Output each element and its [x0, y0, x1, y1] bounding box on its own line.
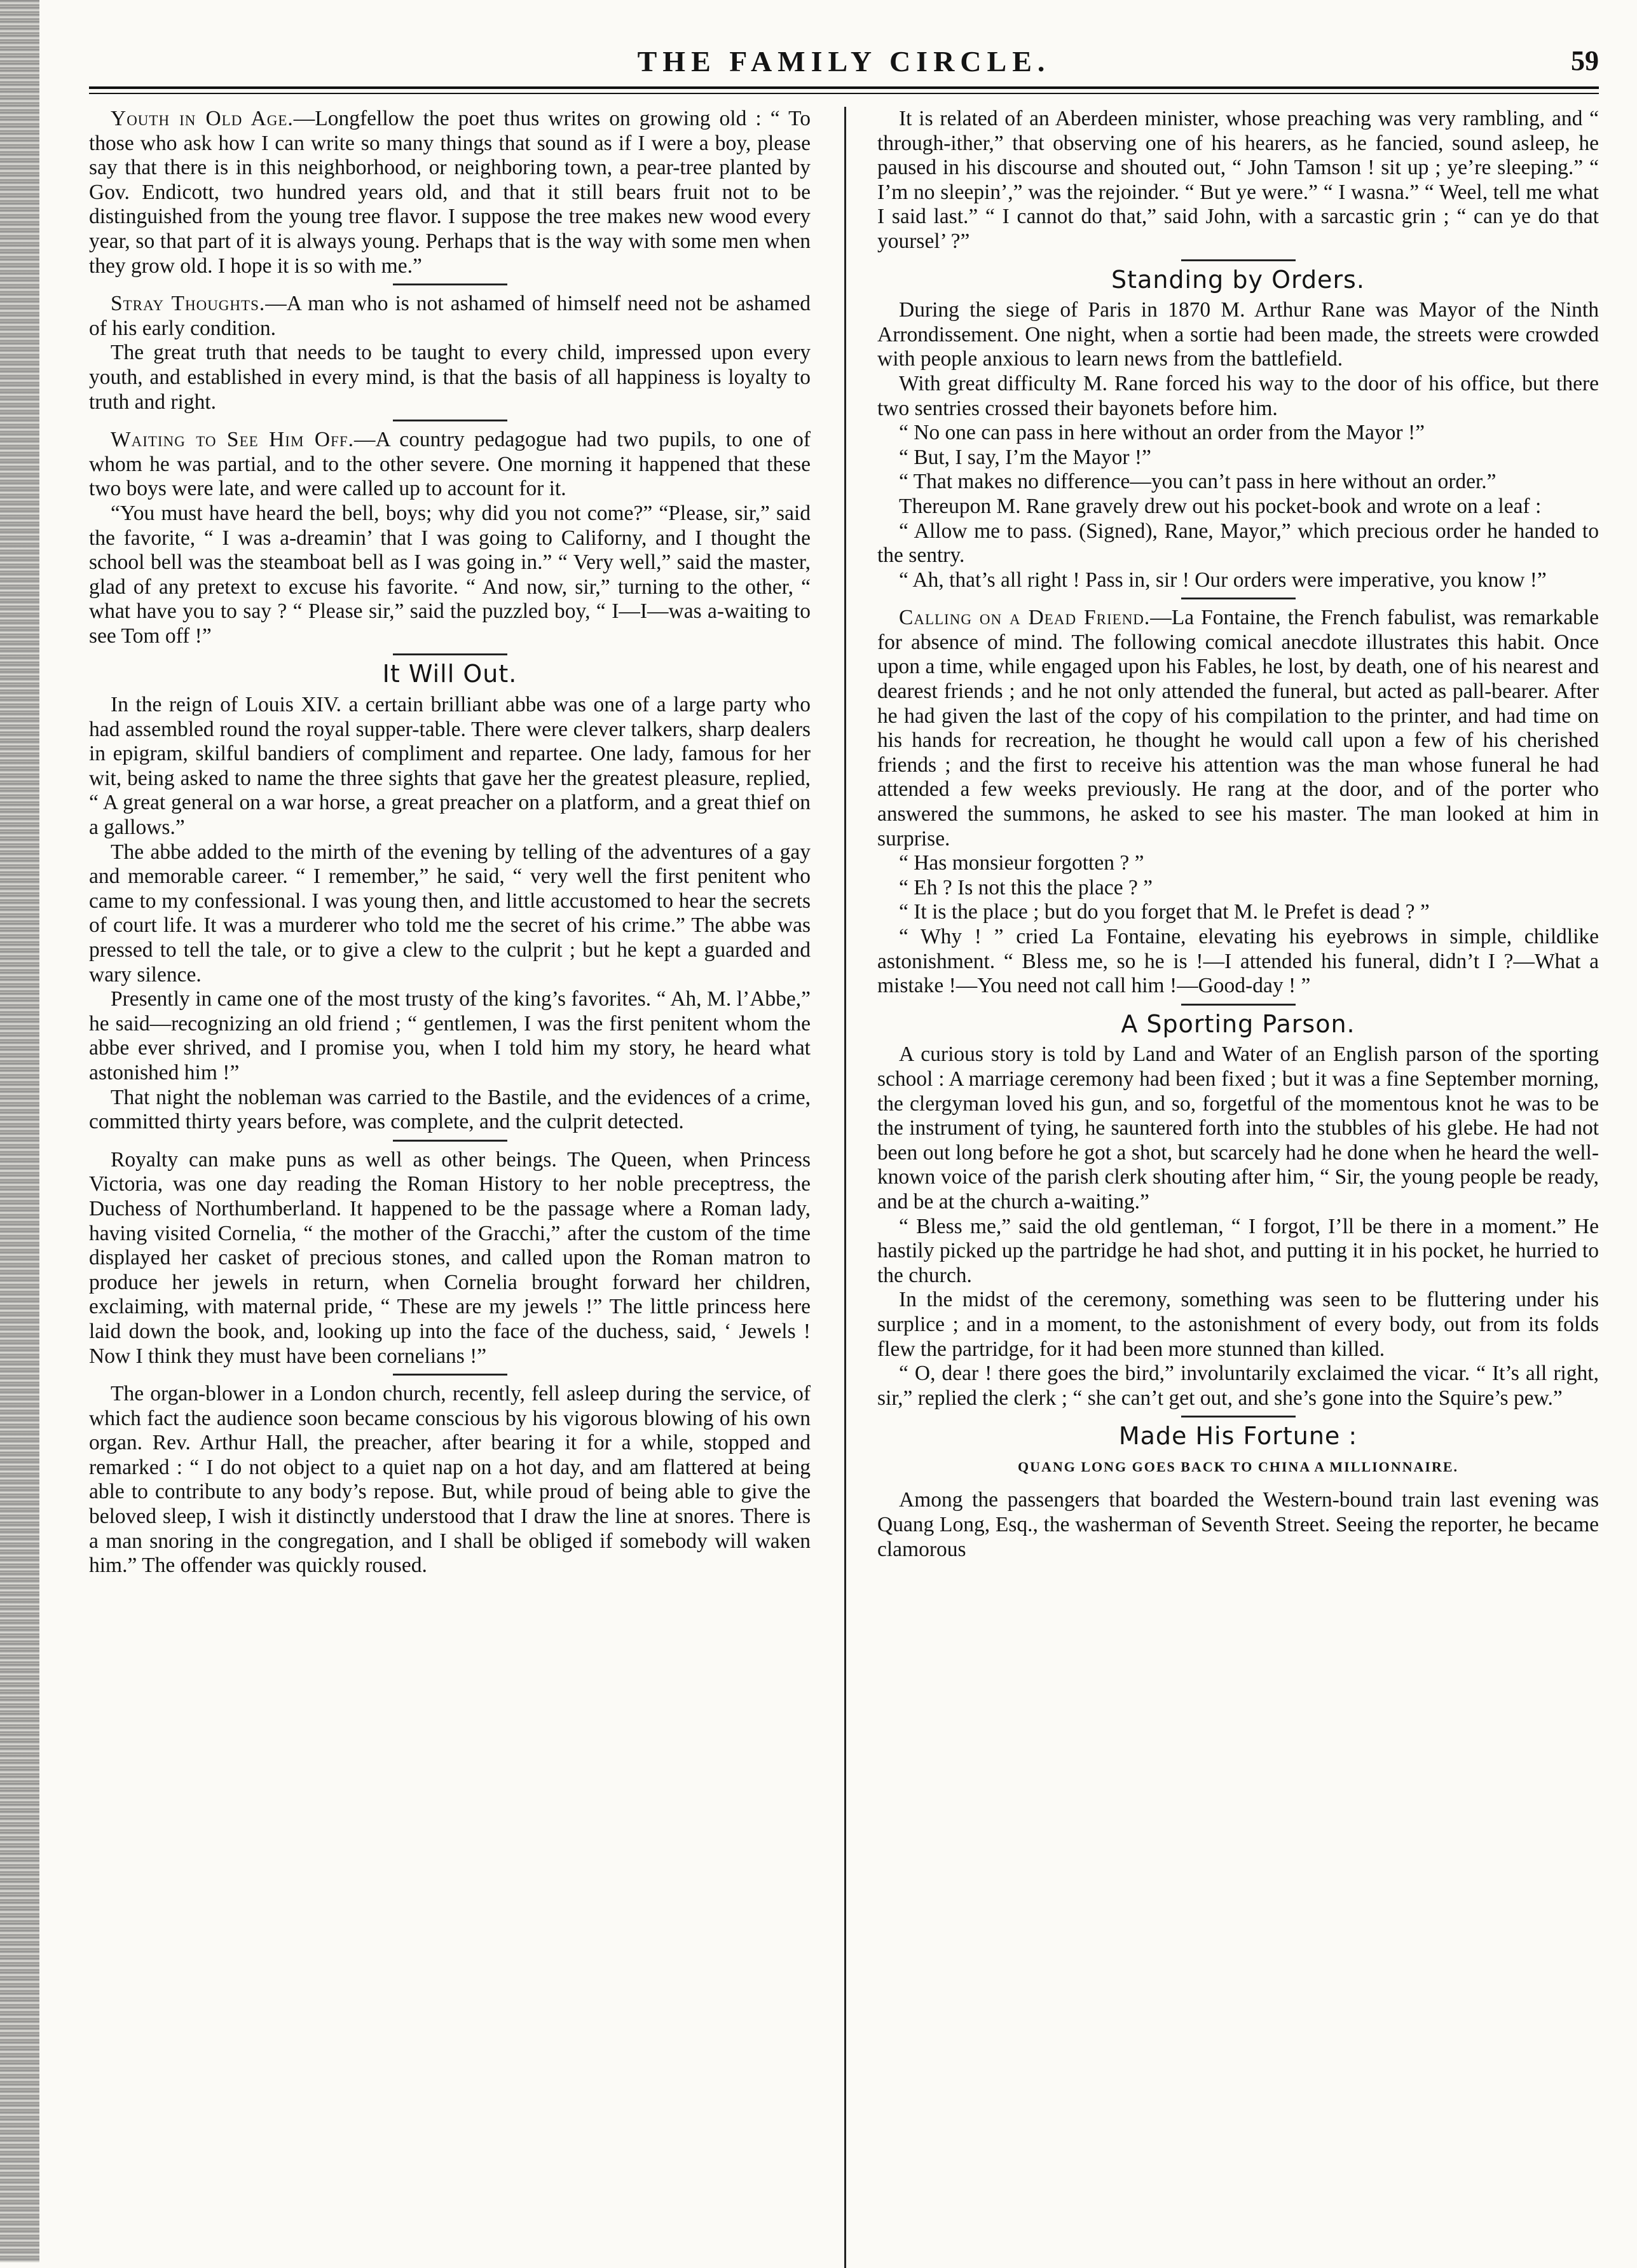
header-rule-thin — [89, 93, 1599, 94]
article-lead: Stray Thoughts. — [111, 292, 266, 316]
article-stray-thoughts — [89, 292, 811, 414]
page-header — [89, 38, 1599, 89]
paragraph: The great truth that needs to be taught to every child, impressed upon every youth, and established in every mind, is that the basis of all happiness is loyalty to truth and right. — [89, 341, 811, 414]
paragraph: “ Why ! ” cried La Fontaine, elevating his eyebrows in simple, childlike astonishment. “ Bless me, so he is !—I attended his funeral, didn’t I ?—What a mistake !—You need not call him !—Good-day ! ” — [877, 925, 1599, 998]
paragraph — [89, 107, 811, 278]
paragraph: The abbe added to the mirth of the evening by telling of the adventures of a gay and memorable career. “ I remember,” he said, “ very well the first penitent who came to my confessional. I was young then, and little accustomed to hear the secrets of court life. It was a murderer who told me the secret of his crime.” The abbe was pressed to tell the tale, or to give a clew to the culprit ; but he kept a guarded and wary silence. — [89, 840, 811, 987]
paragraph: Presently in came one of the most trusty of the king’s favorites. “ Ah, M. l’Abbe,” he said—recognizing an old friend ; “ gentlemen, I was the first penitent whom the abbe ever shrived, and I promise you, when I told him my story, he heard what astonished him !” — [89, 987, 811, 1084]
paragraph — [89, 292, 811, 341]
paragraph: “You must have heard the bell, boys; why did you not come?” “Please, sir,” said the favorite, “ I was a-dreamin’ that I was going to Californy, and I thought the school bell was the steamboat bell as I was going in.” “ Very well,” said the master, glad of any pretext to excuse his favorite. “ And now, sir,” turning to the other, “ what have you to say ? “ Please sir,” said the puzzled boy, “ I—I—was a-waiting to see Tom off !” — [89, 501, 811, 648]
paragraph: The organ-blower in a London church, recently, fell asleep during the service, of which fact the audience soon became conscious by his vigorous blowing of his own organ. Rev. Arthur Hall, the preacher, after bearing it for a while, stopped and remarked : “ I do not object to a quiet nap on a hot day, and am flattered at being able to contribute to any body’s repose. But, while proud of being able to give the beloved sleep, I wish it distinctly understood that I draw the line at snores. There is a man snoring in the congregation, and I shall be obliged if somebody will waken him.” The offender was quickly roused. — [89, 1382, 811, 1578]
article-heading: It Will Out. — [382, 660, 517, 688]
paragraph — [877, 606, 1599, 851]
paragraph: “ Eh ? Is not this the place ? ” — [899, 875, 1153, 899]
article-subheading: QUANG LONG GOES BACK TO CHINA A MILLIONNAIRE. — [1017, 1458, 1459, 1475]
article-a-sporting-parson — [877, 1009, 1599, 1411]
paragraph: “ Allow me to pass. (Signed), Rane, Mayor,” which precious order he handed to the sentry. — [877, 519, 1599, 568]
header-rule — [89, 86, 1599, 89]
paragraph: In the reign of Louis XIV. a certain brilliant abbe was one of a large party who had assembled round the royal supper-table. There were clever talkers, sharp dealers in epigram, skilful bandiers of compliment and repartee. One lady, famous for her wit, being asked to name the three sights that gave her the greatest pleasure, replied, “ A great general on a war horse, a great preacher on a platform, and a great thief on a gallows.” — [89, 693, 811, 840]
right-column — [877, 107, 1599, 1566]
running-head: THE FAMILY CIRCLE. — [637, 45, 1051, 78]
paragraph: During the siege of Paris in 1870 M. Arthur Rane was Mayor of the Ninth Arrondissement. One night, when a sortie had been made, the streets were crowded with people anxious to learn news from the battlefield. — [877, 298, 1599, 371]
paragraph: “ No one can pass in here without an order from the Mayor !” — [899, 421, 1425, 445]
paragraph: With great difficulty M. Rane forced his way to the door of his office, but there two sentries crossed their bayonets before him. — [877, 371, 1599, 420]
section-rule — [393, 653, 507, 655]
article-aberdeen-minister — [877, 107, 1599, 254]
paragraph: Royalty can make puns as well as other beings. The Queen, when Princess Victoria, was one day reading the Roman History to her noble preceptress, the Duchess of Northumberland. It happened to be the passage where a Roman lady, having visited Cornelia, “ the mother of the Gracchi,” after the custom of the time displayed her casket of precious stones, and called upon the Roman matron to produce her jewels in return, when Cornelia brought forward her children, exclaiming, with maternal pride, “ These are my jewels !” The little princess here laid down the book, and, looking up into the face of the duchess, said, ‘ Jewels ! Now I think they must have been cornelians !” — [89, 1147, 811, 1368]
paragraph: “ Bless me,” said the old gentleman, “ I forgot, I’ll be there in a moment.” He hastily picked up the partridge he had shot, and putting it in his pocket, he hurried to the church. — [877, 1214, 1599, 1287]
section-rule — [1181, 1004, 1296, 1006]
article-lead: Youth in Old Age. — [111, 107, 294, 130]
paragraph: “ O, dear ! there goes the bird,” involuntarily exclaimed the vicar. “ It’s all right, sir,” replied the clerk ; “ she can’t get out, and she’s gone into the Squire’s pew.” — [877, 1362, 1599, 1410]
left-column — [89, 107, 811, 1582]
article-heading: Made His Fortune : — [1118, 1422, 1358, 1451]
section-rule — [393, 284, 507, 285]
article-lead: Calling on a Dead Friend. — [899, 606, 1151, 630]
page — [89, 38, 1599, 2250]
page-number: 59 — [1571, 45, 1599, 76]
article-youth-in-old-age — [89, 107, 811, 278]
paragraph — [89, 428, 811, 502]
paragraph: That night the nobleman was carried to the Bastile, and the evidences of a crime, committed thirty years before, was complete, and the culprit detected. — [89, 1085, 811, 1134]
section-rule — [1181, 259, 1296, 261]
section-rule — [1181, 598, 1296, 599]
binding-edge — [0, 0, 39, 2262]
paragraph: “ Ah, that’s all right ! Pass in, sir ! Our orders were imperative, you know !” — [899, 568, 1547, 592]
article-royalty-puns — [89, 1148, 811, 1369]
article-waiting-to-see-him-off — [89, 428, 811, 648]
paragraph: “ But, I say, I’m the Mayor !” — [899, 445, 1151, 469]
paragraph: “ Has monsieur forgotten ? ” — [899, 851, 1144, 875]
column-divider — [844, 107, 846, 2268]
paragraph: “ It is the place ; but do you forget that M. le Prefet is dead ? ” — [899, 900, 1430, 924]
paragraph: A curious story is told by Land and Water of an English parson of the sporting school : A marriage ceremony had been fixed ; but it was a fine September morning, the clergyman loved his gun, and so, forgetful of the momentous knot he was to be the instrument of tying, he sauntered forth into the stubbles of his glebe. He had not been out long before he got a shot, but scarcely had he done when he heard the well-known voice of the parish clerk shouting after him, “ Sir, the young people be ready, and be at the church a-waiting.” — [877, 1042, 1599, 1213]
article-text: —Longfellow the poet thus writes on growing old : “ To those who ask how I can write so many things that sound as if I were a boy, please say that there is in this neighborhood, or neighboring town, a pear-tree planted by Gov. Endicott, two hundred years old, and that it still bears fruit not to be distinguished from the young tree flavor. I suppose the tree makes new wood every year, so that part of it is always young. Perhaps that is the way with some men when they grow old. I hope it is so with me.” — [89, 107, 811, 278]
columns — [89, 107, 1599, 2250]
article-text: —A country pedagogue had two pupils, to one of whom he was partial, and to the other severe. One morning it happened that these two boys were late, and were called up to account for it. — [89, 428, 811, 501]
section-rule — [393, 420, 507, 421]
article-made-his-fortune — [877, 1424, 1599, 1562]
paragraph: “ That makes no difference—you can’t pass in here without an order.” — [899, 470, 1497, 494]
article-text: —La Fontaine, the French fabulist, was remarkable for absence of mind. The following comical anecdote illustrates this habit. Once upon a time, while engaged upon his Fables, he lost, by death, one of his nearest and dearest friends ; and he not only attended the funeral, but acted as pall-bearer. After he had given the last of the copy of his compilation to the printer, and had time on his hands for recreation, he thought he would call upon a few of his cherished friends ; and the first to receive his attention was the man whose funeral he had attended a few weeks previously. He rang at the door, and of the porter who answered the summons, he asked to see his master. The man looked at him in surprise. — [877, 606, 1599, 850]
article-organ-blower — [89, 1382, 811, 1578]
article-calling-on-a-dead-friend — [877, 606, 1599, 999]
section-rule — [393, 1374, 507, 1376]
paragraph: In the midst of the ceremony, something was seen to be fluttering under his surplice ; and in a moment, to the astonishment of every body, out from its folds flew the partridge, for it had been more stunned than killed. — [877, 1288, 1599, 1361]
article-standing-by-orders — [877, 265, 1599, 593]
section-rule — [393, 1140, 507, 1142]
article-text: —A man who is not ashamed of himself need not be ashamed of his early condition. — [89, 292, 811, 340]
article-lead: Waiting to See Him Off. — [111, 428, 354, 452]
article-it-will-out — [89, 662, 811, 1134]
article-heading: Standing by Orders. — [1111, 265, 1365, 294]
paragraph: Among the passengers that boarded the Western-bound train last evening was Quang Long, Esq., the washerman of Seventh Street. Seeing the reporter, he became clamorous — [877, 1488, 1599, 1561]
paragraph: Thereupon M. Rane gravely drew out his pocket-book and wrote on a leaf : — [899, 494, 1542, 518]
section-rule — [1181, 1416, 1296, 1418]
paragraph: It is related of an Aberdeen minister, whose preaching was very rambling, and “ through-ither,” that observing one of his hearers, as he fancied, sound asleep, he paused in his discourse and shouted out, “ John Tamson ! sit up ; ye’re sleeping.” “ I’m no sleepin’,” was the rejoinder. “ But ye were.” “ I wasna.” “ Weel, tell me what I said last.” “ I cannot do that,” said John, with a sarcastic grin ; “ can ye do that yoursel’ ?” — [877, 107, 1599, 253]
article-heading: A Sporting Parson. — [1121, 1009, 1355, 1038]
